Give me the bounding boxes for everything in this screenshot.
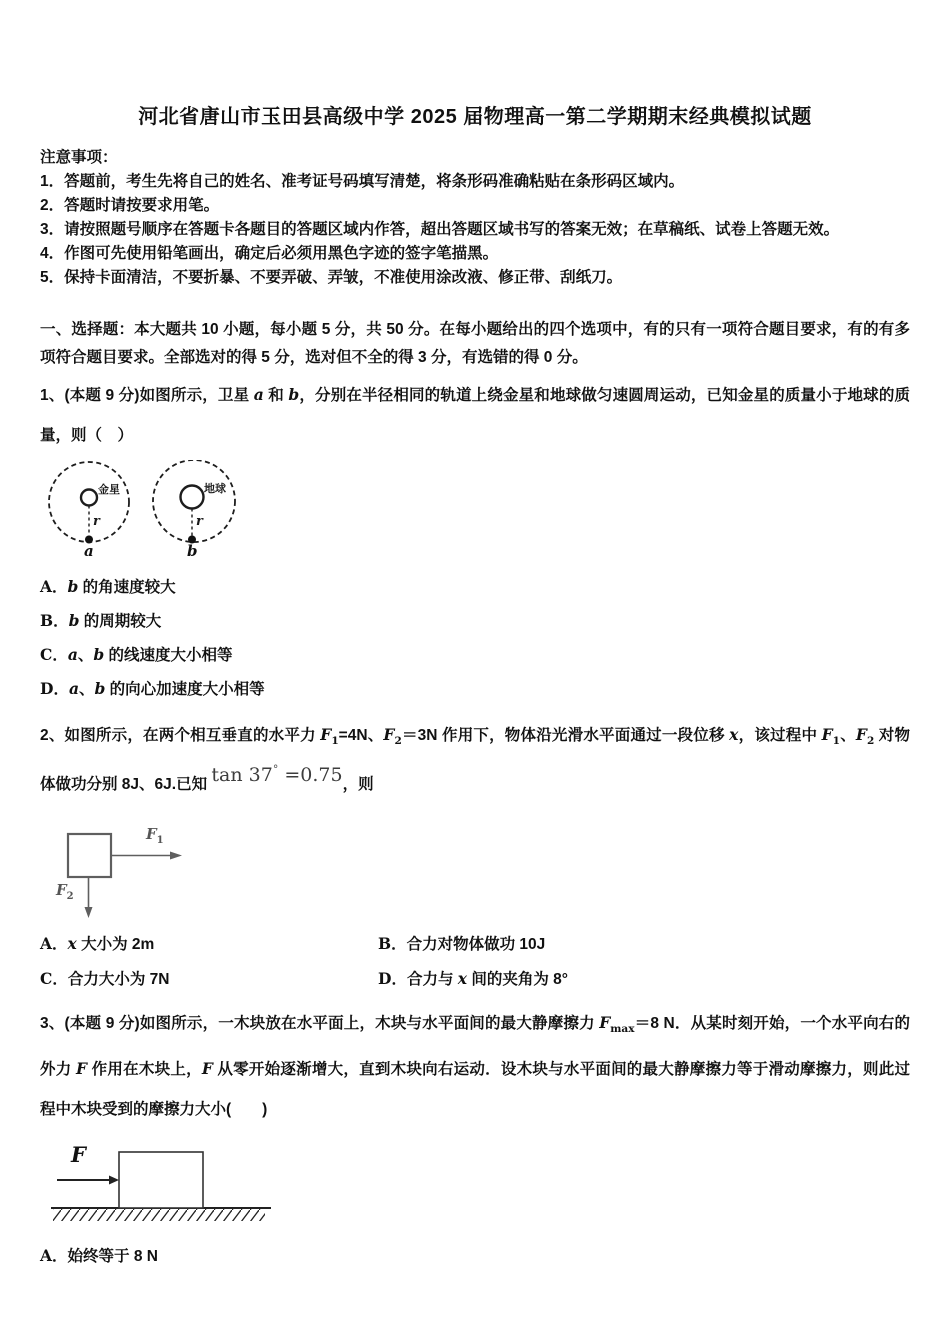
- notice-item: 2．答题时请按要求用笔。: [40, 197, 220, 214]
- page-title: 河北省唐山市玉田县高级中学 2025 届物理高一第二学期期末经典模拟试题: [138, 106, 812, 128]
- f1-subscript: 1: [156, 835, 164, 847]
- f2-subscript: 2: [66, 891, 74, 903]
- f1-label: [146, 825, 164, 846]
- earth-circle: [181, 486, 204, 509]
- q2-option-b: B．合力对物体做功 10J: [378, 934, 546, 954]
- notice-item: 3．请按照题号顺序在答题卡各题目的答题区域内作答，超出答题区域书写的答案无效；在草稿纸、试卷上答题无效。: [40, 221, 840, 238]
- q2-option-d: D．合力与 x 间的夹角为 8°: [378, 969, 568, 989]
- radius-b-label: r: [196, 514, 203, 529]
- notice-item: 4．作图可先使用铅笔画出，确定后必须用黑色字迹的签字笔描黑。: [40, 245, 499, 262]
- q2-force-figure: [42, 817, 212, 919]
- satellite-a-label: a: [84, 542, 94, 560]
- section-1-heading: 一、选择题：本大题共 10 小题，每小题 5 分，共 50 分。在每小题给出的四个选项中，有的只有一项符合题目要求，有的有多项符合题目要求。全部选对的得 5 分，选对但不全的得 3 分，有选错的得 0 分。: [40, 321, 910, 366]
- block-square: [68, 834, 111, 877]
- earth-label: 地球: [204, 483, 226, 495]
- question-1-stem: 1、(本题 9 分)如图所示，卫星 a 和 b，分别在半径相同的轨道上绕金星和地球做匀速圆周运动，已知金星的质量小于地球的质量，则（ ）: [40, 385, 910, 444]
- force-diagram: [42, 817, 212, 919]
- q1-option-c: C．a、b 的线速度大小相等: [40, 645, 233, 664]
- radius-a-label: r: [93, 514, 100, 529]
- q3-option-a: A．始终等于 8 N: [40, 1246, 158, 1266]
- f2-label: [56, 881, 74, 902]
- notice-heading: 注意事项：: [40, 149, 118, 166]
- q1-options: [40, 570, 910, 706]
- q3-block-figure: [43, 1138, 278, 1231]
- f2-letter: F: [56, 881, 67, 900]
- notice-item: 5．保持卡面清洁，不要折暴、不要弄破、弄皱，不准使用涂改液、修正带、刮纸刀。: [40, 269, 623, 286]
- f2-arrowhead: [85, 907, 93, 918]
- question-2-stem: 2、如图所示，在两个相互垂直的水平力 $F_1=4N$、$F_2=3N$ 作用下，物体沿光滑水平面通过一段位移 x，该过程中 $F_1$、$F_2$ 对物体做功分别 8J、6J.已知 tan 37° =0.75，则: [40, 725, 910, 794]
- question-3-stem: 3、(本题 9 分)如图所示，一木块放在水平面上，木块与水平面间的最大静摩擦力 $F_{max}=8$ N．从某时刻开始，一个水平向右的外力 F 作用在木块上，F 从零开始逐渐增大，直到木块向右运动．设木块与水平面间的最大静摩擦力等于滑动摩擦力，则此过程中木块受到的摩擦力大小( ): [40, 1013, 910, 1119]
- q2-options: [40, 927, 910, 997]
- wood-block: [119, 1152, 203, 1208]
- venus-circle: [81, 490, 97, 506]
- q1-orbit-figure: [43, 460, 263, 564]
- venus-label: 金星: [98, 484, 120, 496]
- force-label: F: [71, 1142, 86, 1168]
- q1-option-a: A．b 的角速度较大: [40, 577, 176, 596]
- f1-letter: F: [146, 825, 157, 844]
- q2-option-a: A．x 大小为 2m: [40, 934, 155, 954]
- q2-option-c: C．合力大小为 7N: [40, 969, 170, 989]
- notice-section: [40, 146, 910, 290]
- f1-arrowhead: [170, 852, 182, 860]
- force-arrowhead: [109, 1176, 119, 1185]
- notice-item: 1．答题前，考生先将自己的姓名、准考证号码填写清楚，将条形码准确粘贴在条形码区域内。: [40, 173, 685, 190]
- q1-option-d: D．a、b 的向心加速度大小相等: [40, 679, 265, 698]
- q1-option-b: B．b 的周期较大: [40, 611, 162, 630]
- satellite-b-label: b: [187, 542, 198, 560]
- orbit-diagram: [43, 460, 263, 564]
- ground-hatching: [53, 1209, 265, 1221]
